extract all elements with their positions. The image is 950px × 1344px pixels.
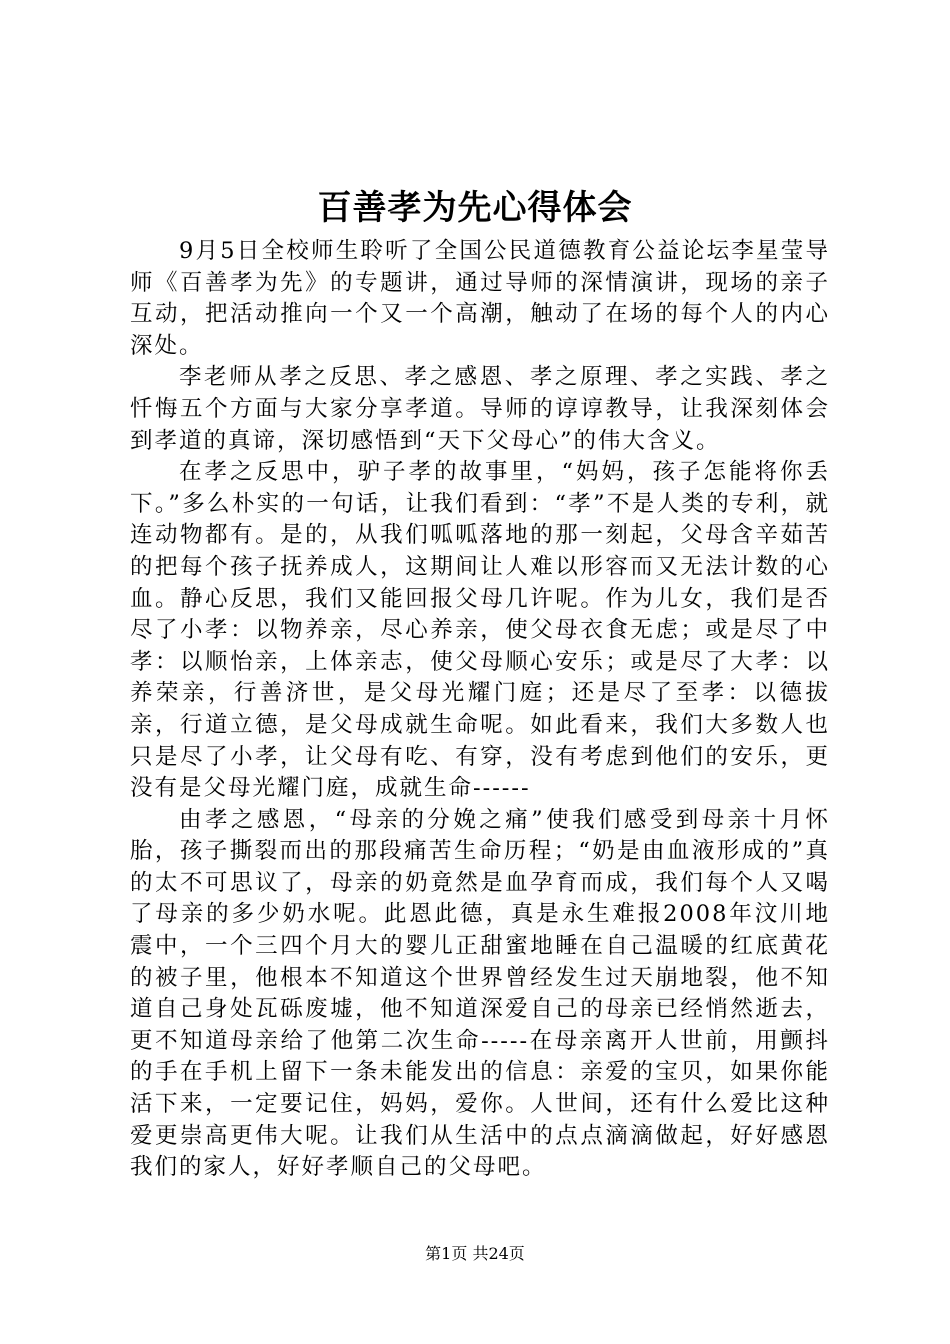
paragraph-4: 由孝之感恩，“母亲的分娩之痛”使我们感受到母亲十月怀胎，孩子撕裂而出的那段痛苦生命历程；“奶是由血液形成的”真的太不可思议了，母亲的奶竟然是血孕育而成，我们每个人又喝了母亲的多少奶水呢。此恩此德，真是永生难报2008年汶川地震中，一个三四个月大的婴儿正甜蜜地睡在自己温暖的红底黄花的被子里，他根本不知道这个世界曾经发生过天崩地裂，他不知道自己身处瓦砾废墟，他不知道深爱自己的母亲已经悄然逝去，更不知道母亲给了他第二次生命-----在母亲离开人世前，用颤抖的手在手机上留下一条未能发出的信息：亲爱的宝贝，如果你能活下来，一定要记住，妈妈，爱你。人世间，还有什么爱比这种爱更崇高更伟大呢。让我们从生活中的点点滴滴做起，好好感恩我们的家人，好好孝顺自己的父母吧。: [130, 806, 830, 1181]
document-body: [130, 236, 830, 1184]
paragraph-2: 李老师从孝之反思、孝之感恩、孝之原理、孝之实践、孝之忏悔五个方面与大家分享孝道。导师的谆谆教导，让我深刻体会到孝道的真谛，深切感悟到“天下父母心”的伟大含义。: [130, 364, 830, 454]
document-title: 百善孝为先心得体会: [317, 188, 633, 228]
paragraph-1: 9月5日全校师生聆听了全国公民道德教育公益论坛李星莹导师《百善孝为先》的专题讲，通过导师的深情演讲，现场的亲子互动，把活动推向一个又一个高潮，触动了在场的每个人的内心深处。: [130, 238, 830, 359]
paragraph-3: 在孝之反思中，驴子孝的故事里，“妈妈，孩子怎能将你丢下。”多么朴实的一句话，让我们看到：“孝”不是人类的专利，就连动物都有。是的，从我们呱呱落地的那一刻起，父母含辛茹苦的把每个孩子抚养成人，这期间让人难以形容而又无法计数的心血。静心反思，我们又能回报父母几许呢。作为儿女，我们是否尽了小孝：以物养亲，尽心养亲，使父母衣食无虑；或是尽了中孝：以顺怡亲，上体亲志，使父母顺心安乐；或是尽了大孝：以养荣亲，行善济世，是父母光耀门庭；还是尽了至孝：以德拔亲，行道立德，是父母成就生命呢。如此看来，我们大多数人也只是尽了小孝，让父母有吃、有穿，没有考虑到他们的安乐，更没有是父母光耀门庭，成就生命------: [130, 459, 830, 802]
page-footer: 第1页 共24页: [425, 1244, 525, 1263]
